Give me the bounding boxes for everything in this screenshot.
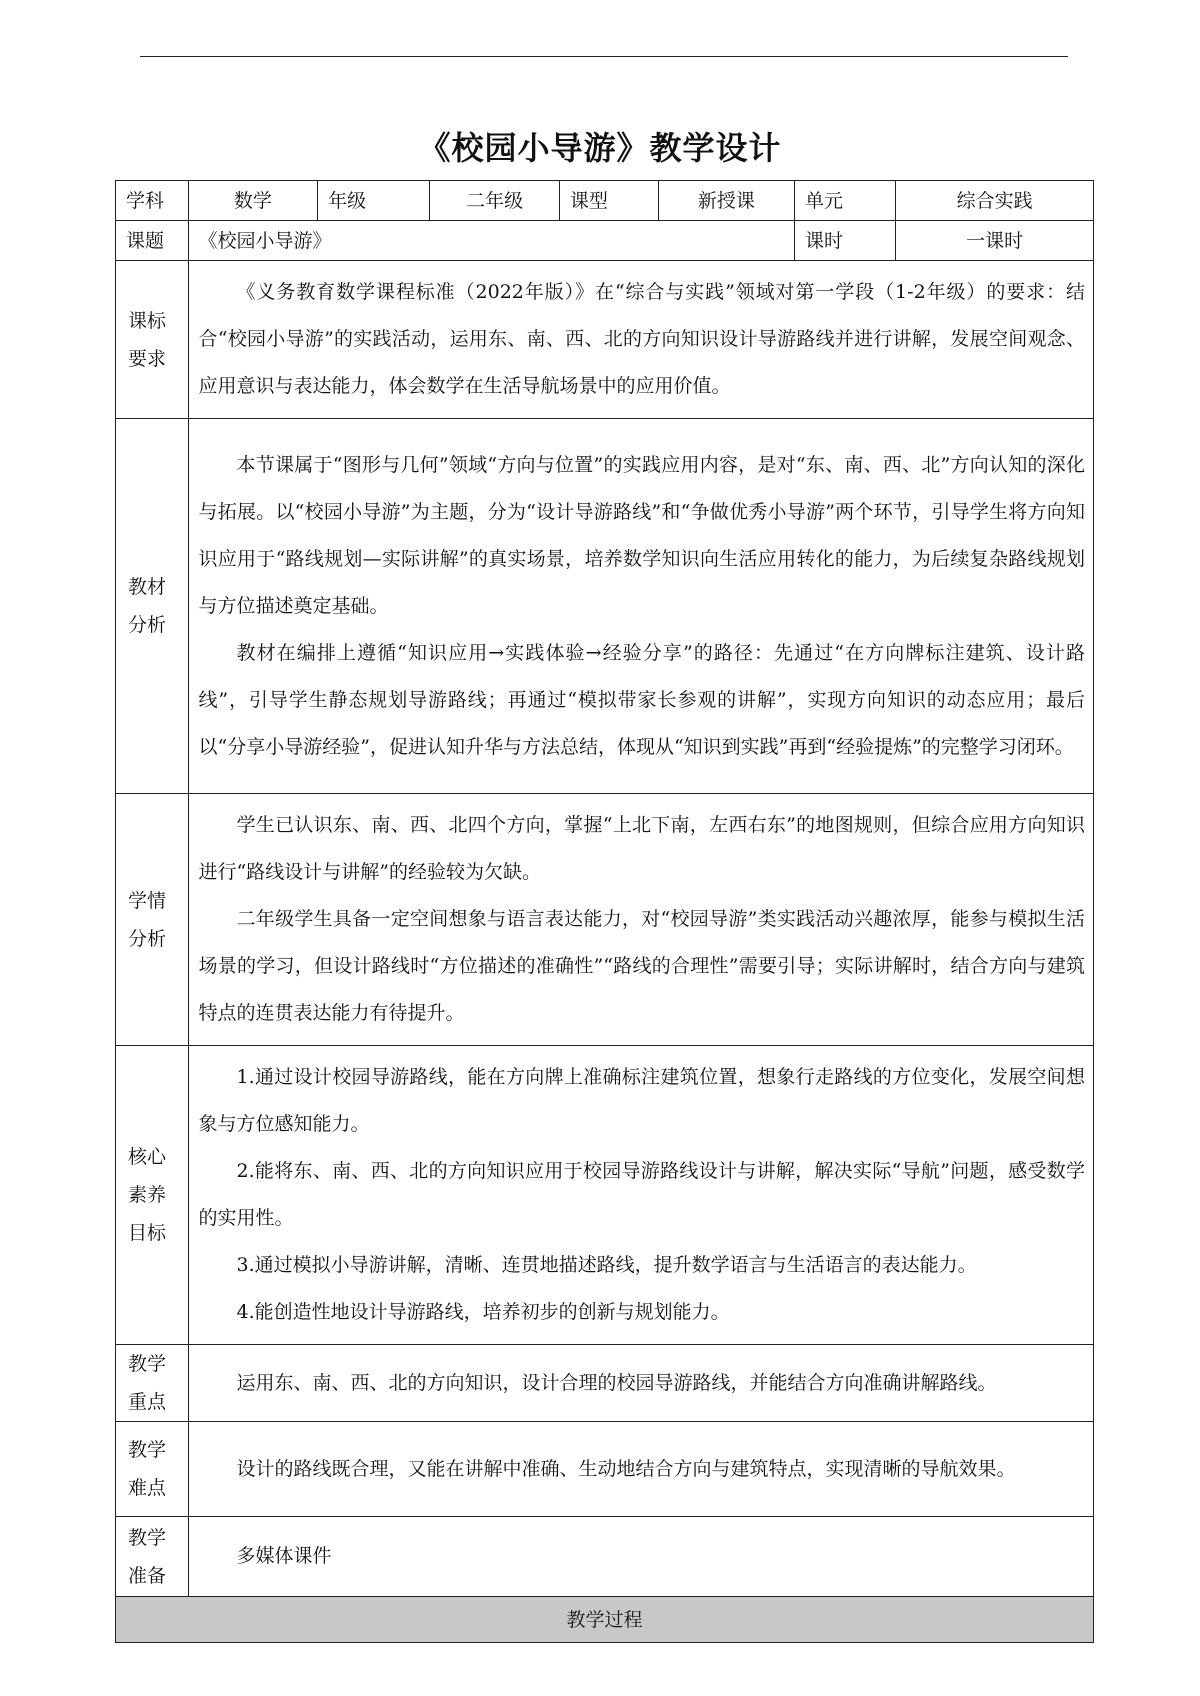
header-rule [140,56,1068,57]
topic-row [116,221,1094,261]
student-analysis-row [116,794,1094,1046]
unit-label: 单元 [795,181,896,221]
info-row [116,181,1094,221]
grade-value: 二年级 [430,181,560,221]
difficulties-label: 教学 难点 [116,1422,189,1517]
subject-label: 学科 [116,181,189,221]
core-competency-label: 核心 素养 目标 [116,1046,189,1345]
textbook-analysis-row [116,419,1094,794]
curriculum-standard-row [116,261,1094,419]
difficulties-row [116,1422,1094,1517]
student-analysis-label: 学情 分析 [116,794,189,1046]
unit-value: 综合实践 [896,181,1094,221]
textbook-analysis-label: 教材 分析 [116,419,189,794]
key-points-label: 教学 重点 [116,1345,189,1422]
class-hours-value: 一课时 [896,221,1094,261]
core-competency-content: 1.通过设计校园导游路线，能在方向牌上准确标注建筑位置，想象行走路线的方位变化，发展空间想象与方位感知能力。 2.能将东、南、西、北的方向知识应用于校园导游路线设计与讲解，解决实际“导航”问题，感受数学的实用性。 3.通过模拟小导游讲解，清晰、连贯地描述路线，提升数学语言与生活语言的表达能力。 4.能创造性地设计导游路线，培养初步的创新与规划能力。 [188,1046,1093,1345]
difficulties-content: 设计的路线既合理，又能在讲解中准确、生动地结合方向与建筑特点，实现清晰的导航效果。 [188,1422,1093,1517]
teaching-process-header: 教学过程 [116,1597,1094,1643]
class-hours-label: 课时 [795,221,896,261]
textbook-analysis-content: 本节课属于“图形与几何”领域“方向与位置”的实践应用内容，是对“东、南、西、北”方向认知的深化与拓展。以“校园小导游”为主题，分为“设计导游路线”和“争做优秀小导游”两个环节，引导学生将方向知识应用于“路线规划—实际讲解”的真实场景，培养数学知识向生活应用转化的能力，为后续复杂路线规划与方位描述奠定基础。 教材在编排上遵循“知识应用→实践体验→经验分享”的路径：先通过“在方向牌标注建筑、设计路线”，引导学生静态规划导游路线；再通过“模拟带家长参观的讲解”，实现方向知识的动态应用；最后以“分享小导游经验”，促进认知升华与方法总结，体现从“知识到实践”再到“经验提炼”的完整学习闭环。 [188,419,1093,794]
grade-label: 年级 [318,181,430,221]
subject-value: 数学 [188,181,318,221]
curriculum-standard-label: 课标 要求 [116,261,189,419]
preparation-row [116,1517,1094,1597]
core-competency-row [116,1046,1094,1345]
curriculum-standard-content: 《义务教育数学课程标准（2022年版）》在“综合与实践”领域对第一学段（1-2年级）的要求：结合“校园小导游”的实践活动，运用东、南、西、北的方向知识设计导游路线并进行讲解，发展空间观念、应用意识与表达能力，体会数学在生活导航场景中的应用价值。 [188,261,1093,419]
student-analysis-content: 学生已认识东、南、西、北四个方向，掌握“上北下南，左西右东”的地图规则，但综合应用方向知识进行“路线设计与讲解”的经验较为欠缺。 二年级学生具备一定空间想象与语言表达能力，对“校园导游”类实践活动兴趣浓厚，能参与模拟生活场景的学习，但设计路线时“方位描述的准确性”“路线的合理性”需要引导；实际讲解时，结合方向与建筑特点的连贯表达能力有待提升。 [188,794,1093,1046]
lesson-type-value: 新授课 [658,181,794,221]
key-points-row [116,1345,1094,1422]
preparation-label: 教学 准备 [116,1517,189,1597]
lesson-type-label: 课型 [559,181,658,221]
teaching-process-row [116,1597,1094,1643]
lesson-plan-table [115,180,1094,1643]
topic-value: 《校园小导游》 [188,221,795,261]
topic-label: 课题 [116,221,189,261]
document-title: 《校园小导游》教学设计 [418,129,782,167]
preparation-content: 多媒体课件 [188,1517,1093,1597]
key-points-content: 运用东、南、西、北的方向知识，设计合理的校园导游路线，并能结合方向准确讲解路线。 [188,1345,1093,1422]
